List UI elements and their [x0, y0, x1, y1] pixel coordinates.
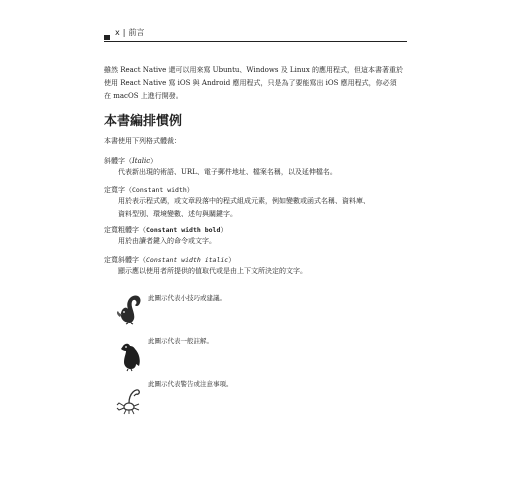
header-marker: [104, 35, 110, 40]
convention-term-constant-width-bold: [104, 225, 227, 235]
convention-term-constant-width: [104, 185, 194, 195]
term-close: ）: [186, 186, 194, 194]
convention-term-constant-width-italic: [104, 255, 235, 265]
section-intro: 本書使用下列格式體裁：: [104, 137, 181, 145]
desc-line: 顯示應以使用者所提供的值取代或是由上下文所決定的文字。: [118, 267, 307, 275]
desc-line: 用於表示程式碼，或文章段落中的程式組成元素，例如變數或函式名稱、資料庫、: [118, 197, 370, 205]
tip-note-text: 此圖示代表小技巧或建議。: [148, 294, 226, 302]
term-label: 定寬斜體字（: [104, 256, 146, 264]
term-close: ）: [150, 157, 158, 165]
paragraph-line: 雖然 React Native 還可以用來寫 Ubuntu、Windows 及 Linux 的應用程式，但這本書著重於: [104, 66, 404, 74]
convention-desc-italic: [118, 166, 410, 179]
convention-desc-constant-width-bold: [118, 235, 410, 248]
general-note-text: 此圖示代表一般註解。: [148, 337, 213, 345]
warning-note-text: 此圖示代表警告或注意事項。: [148, 380, 233, 388]
intro-paragraph: [104, 64, 409, 103]
term-label: 定寬字（: [104, 186, 132, 194]
term-sample: Constant width: [132, 186, 187, 194]
desc-line: 用於由讀者鍵入的命令或文字。: [118, 237, 216, 245]
desc-line: 代表新出現的術語、URL、電子郵件地址、檔案名稱，以及延伸檔名。: [118, 168, 337, 176]
term-label: 定寬粗體字（: [104, 226, 146, 234]
term-label: 斜體字（: [104, 157, 132, 165]
header-separator: |: [122, 28, 126, 37]
running-header: [104, 27, 407, 42]
convention-term-italic: [104, 156, 157, 166]
convention-desc-constant-width: [118, 195, 410, 221]
desc-line: 資料型別、環境變數、述句與關鍵字。: [118, 210, 237, 218]
header-text: [115, 27, 144, 38]
squirrel-icon: [114, 293, 144, 325]
term-close: ）: [228, 256, 236, 264]
convention-desc-constant-width-italic: [118, 265, 410, 278]
chapter-name: 前言: [128, 28, 145, 37]
paragraph-line: 在 macOS 上進行開發。: [104, 92, 183, 100]
paragraph-line: 使用 React Native 寫 iOS 與 Android 應用程式，只是為了要能寫出 iOS 應用程式，你必須: [104, 79, 397, 87]
term-sample: Constant width italic: [146, 256, 229, 264]
scorpion-icon: [114, 383, 144, 415]
bird-icon: [114, 340, 144, 372]
section-title: 本書編排慣例: [104, 114, 183, 129]
term-sample: Italic: [132, 157, 151, 165]
term-sample: Constant width bold: [146, 226, 221, 234]
term-close: ）: [220, 226, 228, 234]
page-number: x: [115, 28, 120, 37]
